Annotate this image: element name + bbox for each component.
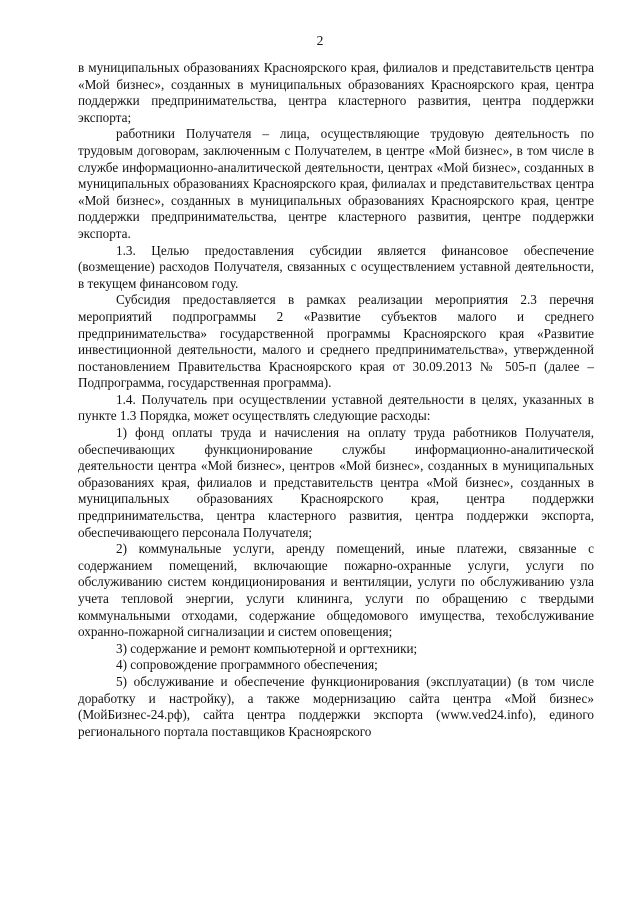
paragraph-1: в муниципальных образованиях Красноярского края, филиалов и представительств центра «Мой бизнес», созданных в муниципальных образованиях Красноярского края, центра поддержки предпринимательства, центра кластерного развития, центра поддержки экспорта; — [78, 60, 594, 125]
document-body — [78, 60, 594, 740]
paragraph-2: работники Получателя – лица, осуществляющие трудовую деятельность по трудовым договорам, заключенным с Получателем, в центре «Мой бизнес», в том числе в службе информационно-аналитической деятельности, центрах «Мой бизнес», созданных в муниципальных образованиях Красноярского края, филиалах и представительствах центра «Мой бизнес», созданных в муниципальных образованиях Красноярского края, центре поддержки предпринимательства, центре кластерного развития, центре поддержки экспорта. — [78, 126, 594, 241]
paragraph-4: Субсидия предоставляется в рамках реализации мероприятия 2.3 перечня мероприятий подпрограммы 2 «Развитие субъектов малого и среднего предпринимательства» государственной программы Красноярского края «Развитие инвестиционной деятельности, малого и среднего предпринимательства», утвержденной постановлением Правительства Красноярского края от 30.09.2013 № 505-п (далее – Подпрограмма, государственная программа). — [78, 292, 594, 391]
list-item-3: 3) содержание и ремонт компьютерной и оргтехники; — [116, 640, 418, 656]
list-item-1: 1) фонд оплаты труда и начисления на оплату труда работников Получателя, обеспечивающих функционирование службы информационно-аналитической деятельности центра «Мой бизнес», центров «Мой бизнес», созданных в муниципальных образованиях края, филиалов и представительств центра «Мой бизнес», созданных в муниципальных образованиях Красноярского края, центра поддержки предпринимательства, центра кластерного развития, центра поддержки экспорта, обеспечивающего персонала Получателя; — [78, 425, 594, 540]
list-item-2: 2) коммунальные услуги, аренду помещений, иные платежи, связанные с содержанием помещений, включающие пожарно-охранные услуги, услуги по обслуживанию систем кондиционирования и вентиляции, услуги по обслуживанию узла учета тепловой энергии, услуги клининга, услуги по обращению с твердыми коммунальными отходами, содержание общедомового имущества, техобслуживание охранно-пожарной сигнализации и систем оповещения; — [78, 541, 594, 640]
list-item-4: 4) сопровождение программного обеспечения; — [116, 657, 378, 673]
list-item-5: 5) обслуживание и обеспечение функционирования (эксплуатации) (в том числе доработку и настройку), а также модернизацию сайта центра «Мой бизнес» (МойБизнес-24.рф), сайта центра поддержки экспорта (www.ved24.info), единого регионального портала поставщиков Красноярского — [78, 673, 594, 739]
paragraph-5: 1.4. Получатель при осуществлении уставной деятельности в целях, указанных в пункте 1.3 Порядка, может осуществлять следующие расходы: — [78, 391, 594, 424]
paragraph-3: 1.3. Целью предоставления субсидии является финансовое обеспечение (возмещение) расходов Получателя, связанных с осуществлением уставной деятельности, в текущем финансовом году. — [78, 242, 594, 291]
page-number: 2 — [316, 33, 324, 48]
